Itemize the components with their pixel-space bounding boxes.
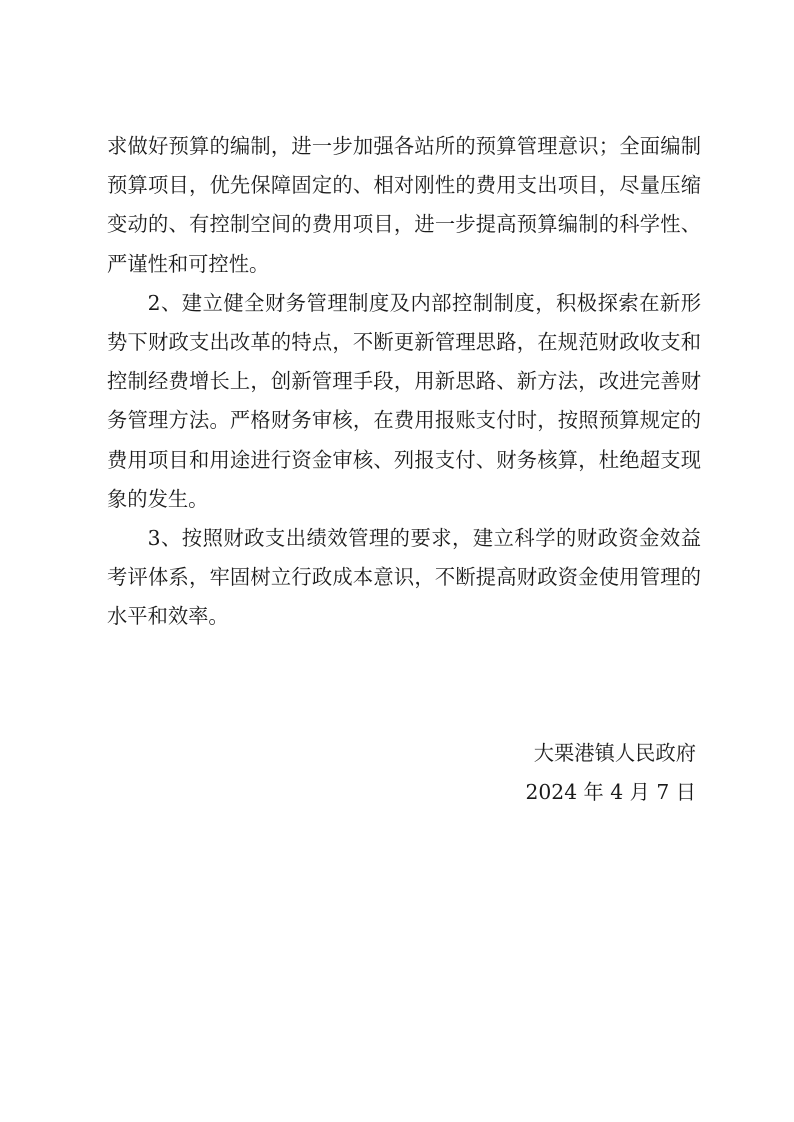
- paragraph-continuation: 求做好预算的编制，进一步加强各站所的预算管理意识；全面编制预算项目，优先保障固定的、相对刚性的费用支出项目，尽量压缩变动的、有控制空间的费用项目，进一步提高预算编制的科学性、严谨性和可控性。: [107, 134, 701, 276]
- paragraph-item-2: 2、建立健全财务管理制度及内部控制制度，积极探索在新形势下财政支出改革的特点，不断更新管理思路，在规范财政收支和控制经费增长上，创新管理手段，用新思路、新方法，改进完善财务管理方法。严格财务审核，在费用报账支付时，按照预算规定的费用项目和用途进行资金审核、列报支付、财务核算，杜绝超支现象的发生。: [107, 290, 701, 511]
- signature-date: 2024 年 4 月 7 日: [525, 780, 696, 805]
- signature-organization: 大栗港镇人民政府: [533, 741, 696, 765]
- document-body: [107, 127, 701, 637]
- paragraph-item-3: 3、按照财政支出绩效管理的要求，建立科学的财政资金效益考评体系，牢固树立行政成本意识，不断提高财政资金使用管理的水平和效率。: [107, 526, 701, 629]
- signature-block: [396, 734, 696, 812]
